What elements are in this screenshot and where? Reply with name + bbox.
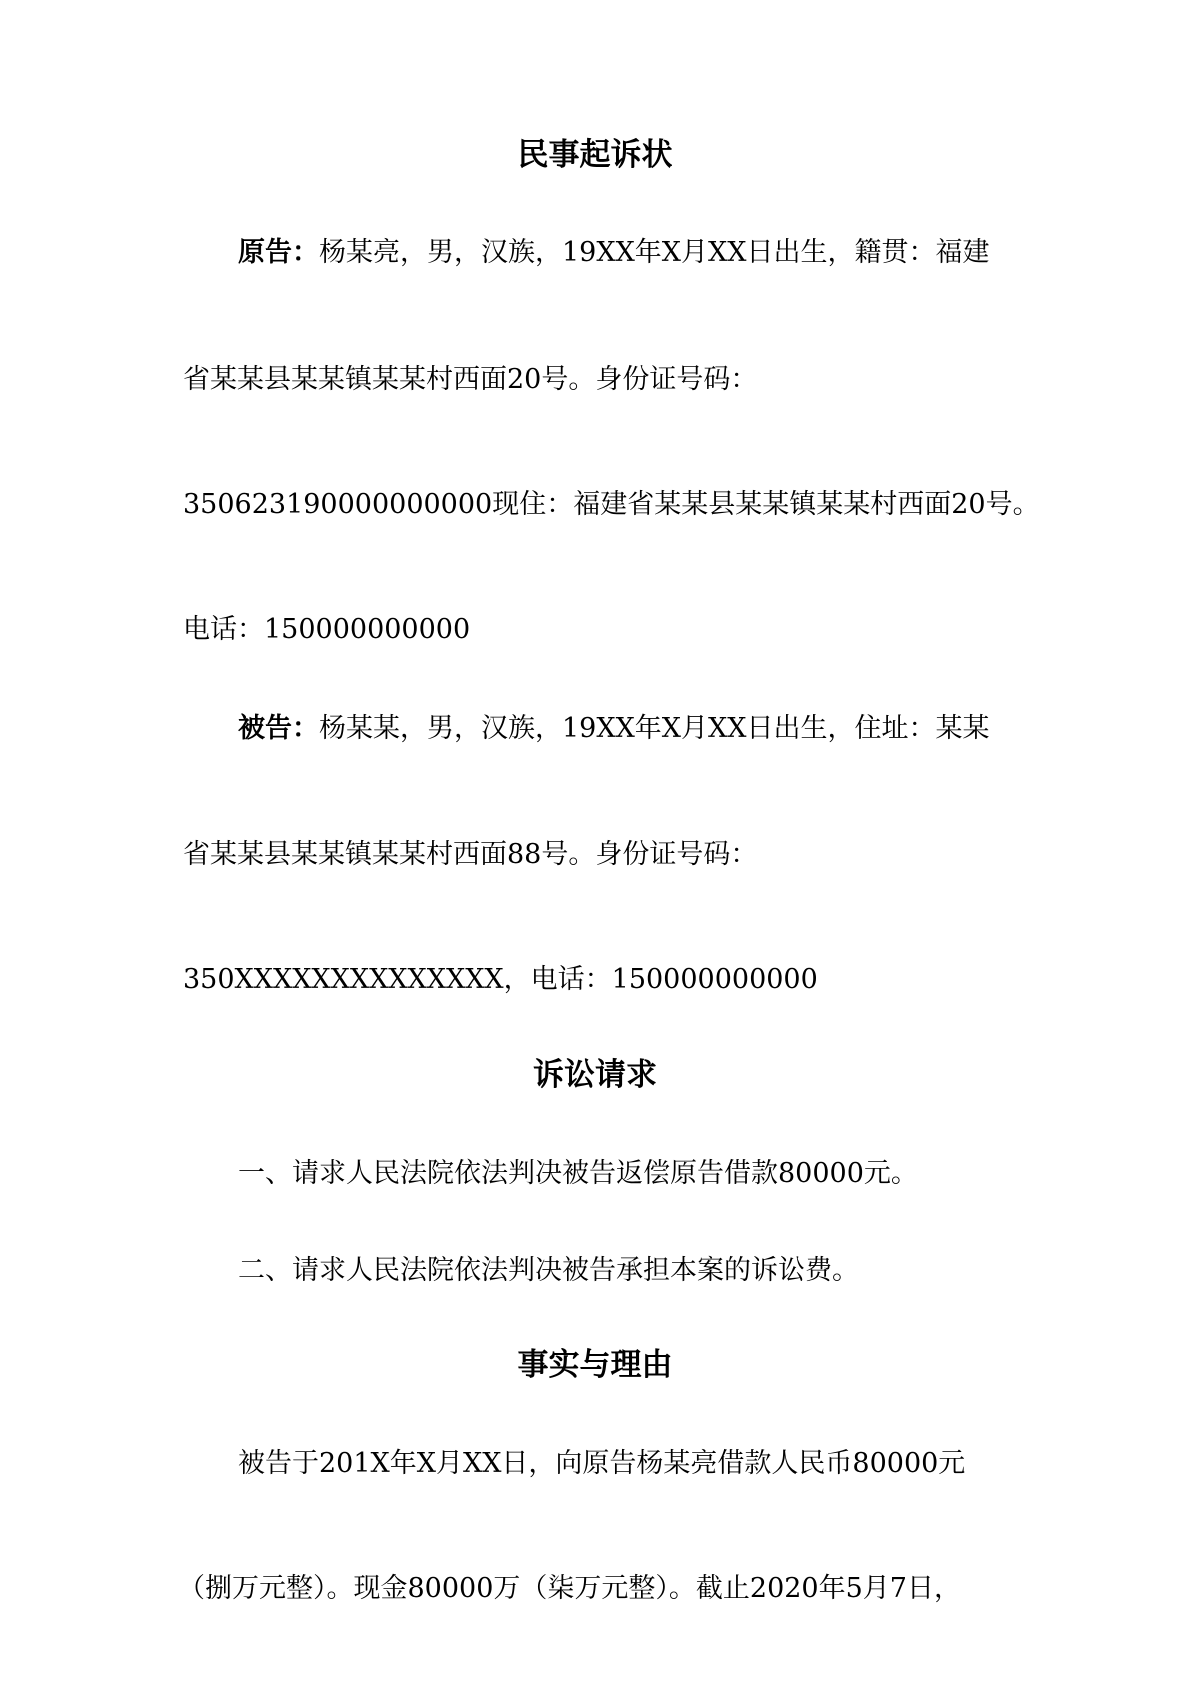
plaintiff-line-4: 电话：150000000000 (183, 614, 471, 645)
defendant-line-1-text: 杨某某，男，汉族，19XX年X月XX日出生，住址：某某 (319, 713, 990, 744)
facts-line-2: （捌万元整）。现金80000万（柒万元整）。截止2020年5月7日， (178, 1573, 961, 1604)
claim-item-2: 二、请求人民法院依法判决被告承担本案的诉讼费。 (238, 1255, 859, 1286)
document-title: 民事起诉状 (517, 137, 673, 173)
facts-heading: 事实与理由 (517, 1347, 673, 1383)
plaintiff-line-1 (238, 236, 989, 270)
plaintiff-label: 原告： (238, 237, 319, 268)
claim-item-1: 一、请求人民法院依法判决被告返偿原告借款80000元。 (238, 1158, 918, 1189)
defendant-line-1 (238, 712, 989, 746)
defendant-line-3: 350XXXXXXXXXXXXXX，电话：150000000000 (183, 964, 818, 995)
facts-line-1: 被告于201X年X月XX日，向原告杨某亮借款人民币80000元 (238, 1448, 966, 1479)
defendant-label: 被告： (238, 713, 319, 744)
plaintiff-line-2: 省某某县某某镇某某村西面20号。身份证号码： (183, 364, 758, 395)
claims-heading: 诉讼请求 (533, 1057, 657, 1093)
defendant-line-2: 省某某县某某镇某某村西面88号。身份证号码： (183, 839, 758, 870)
plaintiff-line-3: 350623190000000000现住：福建省某某县某某镇某某村西面20号。 (183, 489, 1040, 520)
plaintiff-line-1-text: 杨某亮，男，汉族，19XX年X月XX日出生，籍贯：福建 (319, 237, 990, 268)
